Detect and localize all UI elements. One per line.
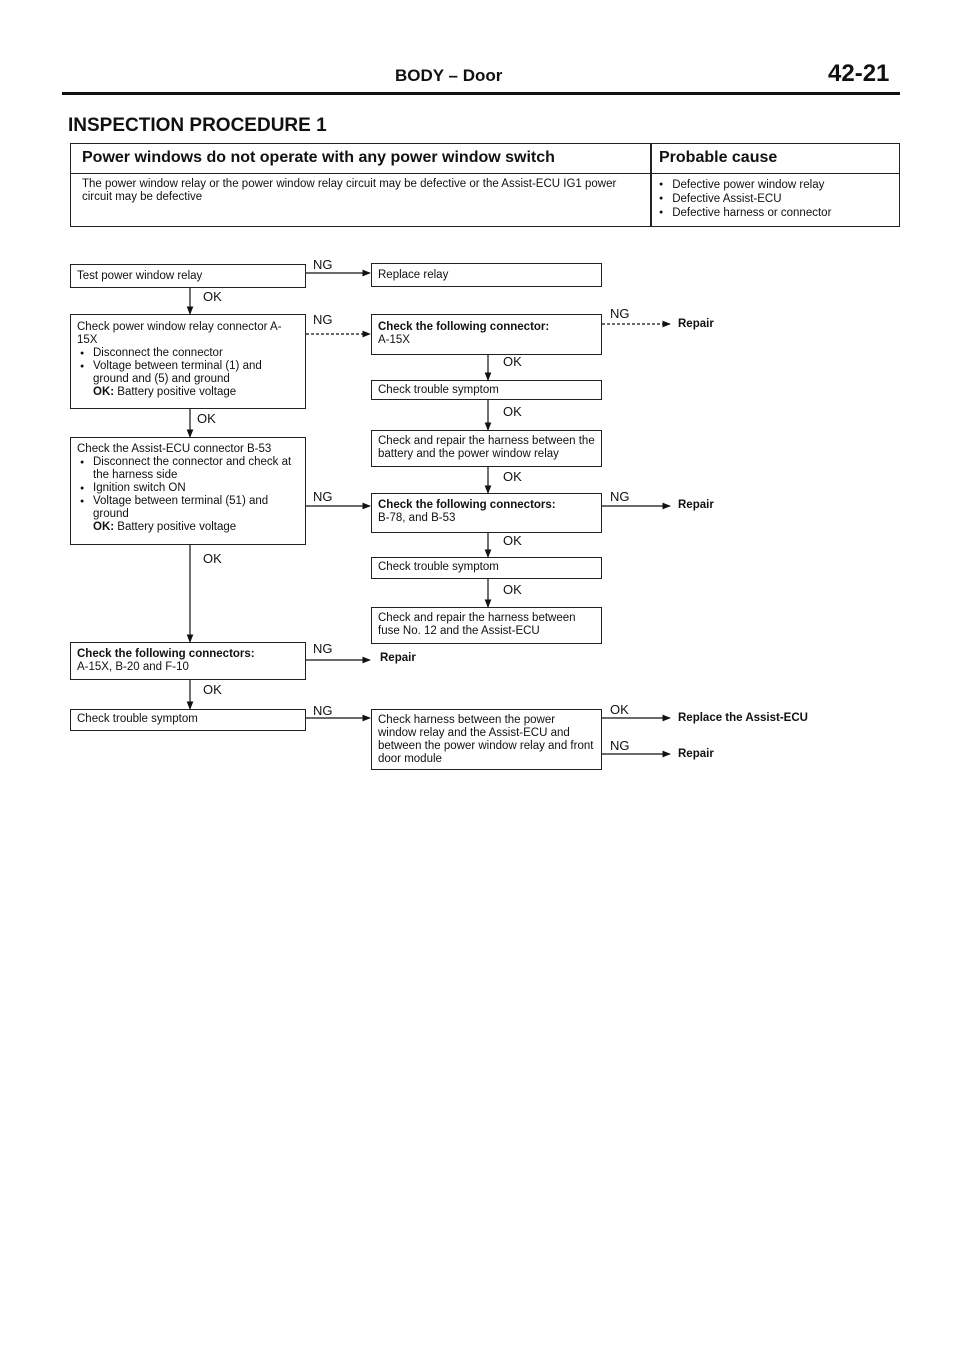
check-relay-connector-title: Check power window relay connector A-15X [77, 321, 282, 346]
bullet-item: ● Voltage between terminal (51) and ground [77, 495, 299, 521]
repair-label: Repair [678, 318, 714, 330]
ng-label: NG [610, 738, 630, 753]
ng-label: NG [313, 257, 333, 272]
ng-label: NG [610, 306, 630, 321]
bullet-item: ● Ignition switch ON [77, 482, 299, 495]
ok-label: OK [503, 582, 522, 597]
repair-harness-fuse-box [371, 607, 602, 644]
check-symptom-3-box [70, 709, 306, 731]
page-number: 42-21 [828, 60, 890, 87]
check-connectors-sub: A-15X, B-20 and F-10 [77, 661, 189, 673]
ok-label: OK [503, 533, 522, 548]
ng-label: NG [313, 703, 333, 718]
ng-label: NG [313, 312, 333, 327]
check-relay-connector-box [70, 314, 306, 409]
bullet-item: ● Voltage between terminal (1) and ground and (5) and ground [77, 360, 299, 386]
ok-criterion-value: Battery positive voltage [117, 521, 237, 533]
check-ecu-connector-title: Check the Assist-ECU connector B-53 [77, 443, 272, 455]
ok-label: OK [610, 702, 629, 717]
ok-criterion-label: OK: [93, 386, 115, 398]
repair-harness-battery-box [371, 430, 602, 467]
ng-label: NG [313, 489, 333, 504]
replace-relay-text: Replace relay [378, 269, 449, 281]
check-connectors-a15x-b20-box [70, 642, 306, 680]
bullet-item: ● Disconnect the connector and check at the harness side [77, 456, 299, 482]
check-relay-connector-bullets [77, 347, 299, 386]
ok-criterion-label: OK: [93, 521, 115, 533]
repair-harness-battery-text: Check and repair the harness between the battery and the power window relay [378, 435, 595, 460]
test-relay-box [70, 264, 306, 288]
check-connectors-title: Check the following connectors: [77, 648, 255, 660]
check-symptom-2-text: Check trouble symptom [378, 561, 499, 573]
test-relay-text: Test power window relay [77, 270, 203, 282]
check-ecu-connector-bullets [77, 456, 299, 521]
check-symptom-1-text: Check trouble symptom [378, 384, 499, 396]
procedure-title: INSPECTION PROCEDURE 1 [68, 115, 327, 136]
check-harness-final-box [371, 709, 602, 770]
check-symptom-1-box [371, 380, 602, 400]
bullet-item: ● Disconnect the connector [77, 347, 299, 360]
ok-label: OK [197, 411, 216, 426]
replace-ecu-label: Replace the Assist-ECU [678, 712, 808, 724]
check-connector-sub: A-15X [378, 334, 410, 346]
repair-harness-fuse-text: Check and repair the harness between fuse No. 12 and the Assist-ECU [378, 612, 576, 637]
check-connector-a15x-box [371, 314, 602, 355]
ok-label: OK [203, 682, 222, 697]
check-connectors-sub: B-78, and B-53 [378, 512, 456, 524]
check-connector-title: Check the following connector: [378, 321, 550, 333]
repair-label: Repair [678, 499, 714, 511]
ok-label: OK [503, 469, 522, 484]
cause-item: ● Defective Assist-ECU [659, 192, 831, 206]
replace-relay-box [371, 263, 602, 287]
cause-item: ● Defective power window relay [659, 178, 831, 192]
ng-label: NG [610, 489, 630, 504]
symptom-title: Power windows do not operate with any power window switch [82, 149, 555, 166]
check-harness-final-text: Check harness between the power window relay and the Assist-ECU and between the power window relay and front door module [378, 714, 594, 765]
check-ecu-connector-box [70, 437, 306, 545]
ok-label: OK [503, 354, 522, 369]
section-title: BODY – Door [395, 66, 503, 85]
ok-label: OK [503, 404, 522, 419]
probable-cause-heading: Probable cause [659, 149, 778, 166]
symptom-description: The power window relay or the power window relay circuit may be defective or the Assist-ECU IG1 power circuit may be defective [82, 178, 617, 203]
ok-label: OK [203, 289, 222, 304]
ok-criterion-value: Battery positive voltage [117, 386, 237, 398]
check-symptom-2-box [371, 557, 602, 579]
check-symptom-3-text: Check trouble symptom [77, 713, 198, 725]
ok-label: OK [203, 551, 222, 566]
check-connectors-title: Check the following connectors: [378, 499, 556, 511]
repair-label: Repair [380, 652, 416, 664]
ng-label: NG [313, 641, 333, 656]
cause-item: ● Defective harness or connector [659, 206, 831, 220]
check-connectors-b78-box [371, 493, 602, 533]
repair-label: Repair [678, 748, 714, 760]
